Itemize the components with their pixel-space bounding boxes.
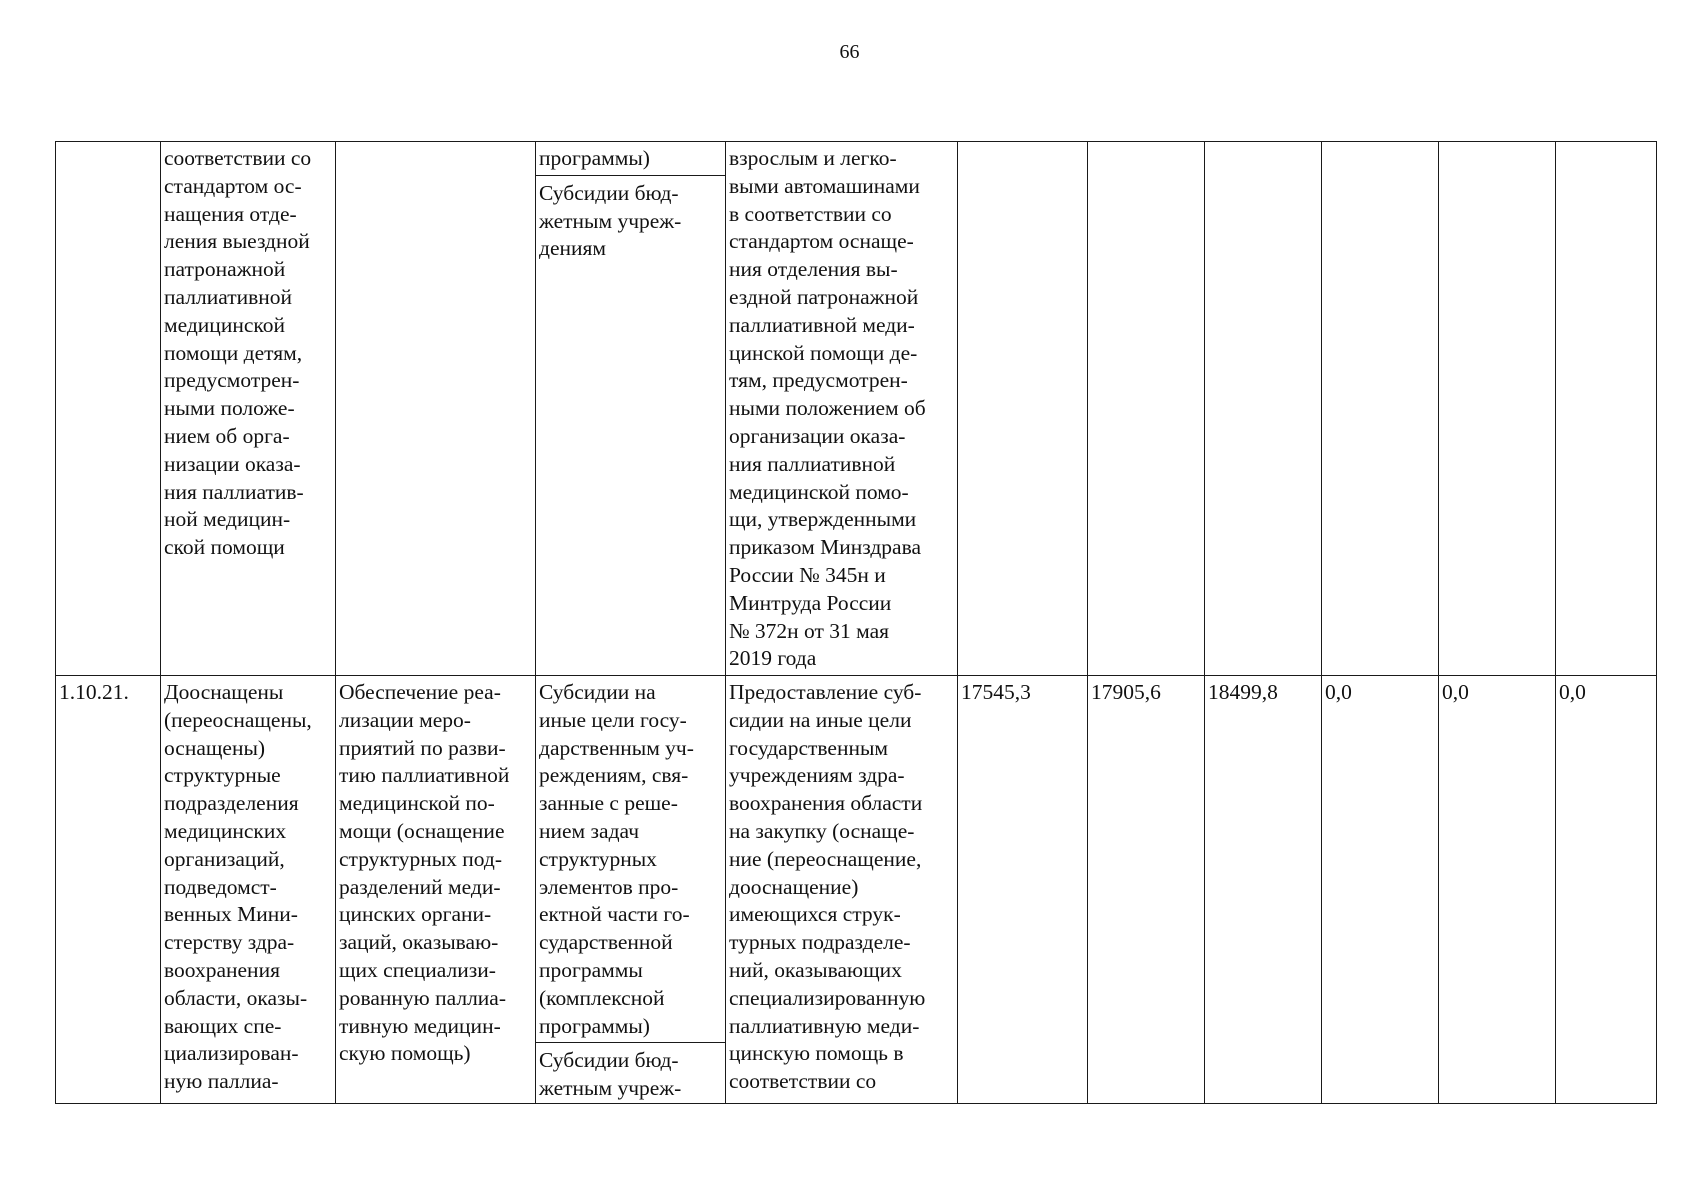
text-line: специализированную [729, 985, 926, 1010]
subsidy-type-second [539, 1043, 722, 1103]
text-line: сидии на иные цели [729, 707, 912, 732]
description-cell [726, 676, 958, 1104]
text-line: подведомст- [164, 874, 277, 899]
value-cell: 17545,3 [958, 676, 1088, 1104]
text-line: Дооснащены [164, 680, 284, 704]
text-line: помощи детям, [164, 340, 303, 365]
text-line: структурных под- [339, 846, 503, 871]
text-line: приказом Минздрава [729, 535, 921, 560]
text-line: воохранения [164, 957, 280, 982]
event-cell [336, 676, 536, 1104]
subsidy-cell [536, 142, 726, 676]
program-table [55, 141, 1657, 1104]
text-line: цинских органи- [339, 902, 492, 927]
text-line: соответствии со [164, 146, 312, 170]
text-line: воохранения области [729, 791, 923, 816]
text-line: разделений меди- [339, 874, 501, 899]
event-cell [336, 142, 536, 676]
text-line: взрослым и легко- [729, 146, 897, 170]
row-number-cell [56, 142, 161, 676]
text-line: ний, оказывающих [729, 957, 902, 982]
text-line: структурных [539, 846, 657, 871]
text-line: медицинской [164, 312, 285, 337]
text-line: реждениям, свя- [539, 763, 689, 788]
text-line: дарственным уч- [539, 735, 694, 760]
text-line: ния отделения вы- [729, 257, 898, 282]
text-line: ными положе- [164, 396, 295, 421]
subsidy-type-second [539, 176, 722, 263]
text-line: вающих спе- [164, 1013, 282, 1038]
text-line: выми автомашинами [729, 173, 920, 198]
text-line: элементов про- [539, 874, 679, 899]
text-line: жетным учреж- [539, 208, 682, 233]
text-line: стандартом ос- [164, 173, 302, 198]
text-line: Обеспечение реа- [339, 680, 501, 704]
page-number: 66 [839, 41, 860, 63]
text-line: рованную паллиа- [339, 985, 507, 1010]
value-cell [958, 142, 1088, 676]
text-line: щи, утвержденными [729, 507, 917, 532]
text-line: патронажной [164, 257, 286, 282]
text-line: (комплексной [539, 985, 665, 1010]
text-line: скую помощь) [339, 1041, 471, 1066]
text-line: подразделения [164, 791, 299, 816]
subsidy-cell [536, 676, 726, 1104]
subsidy-type-first [536, 145, 725, 176]
value-cell [1088, 142, 1205, 676]
text-line: ние (переоснащение, [729, 846, 922, 871]
text-line: дооснащение) [729, 874, 859, 899]
text-line: Предоставление суб- [729, 680, 922, 704]
text-line: стерству здра- [164, 930, 295, 955]
value-cell: 0,0 [1322, 676, 1439, 1104]
text-line: циализирован- [164, 1041, 299, 1066]
text-line: ния паллиатив- [164, 479, 304, 504]
text-line: организаций, [164, 846, 285, 871]
text-line: предусмотрен- [164, 368, 300, 393]
text-line: России № 345н и [729, 562, 886, 587]
text-line: области, оказы- [164, 985, 308, 1010]
text-line: заций, оказываю- [339, 930, 499, 955]
value-cell [1556, 142, 1657, 676]
text-line: соответствии со [729, 1069, 877, 1094]
subsidy-type-first [536, 679, 725, 1043]
value-cell [1322, 142, 1439, 676]
row-number-cell [56, 676, 161, 1104]
text-line: Субсидии на [539, 680, 656, 704]
value-cell: 0,0 [1556, 676, 1657, 1104]
text-line: медицинской по- [339, 791, 495, 816]
result-cell [161, 676, 336, 1104]
text-line: медицинских [164, 818, 287, 843]
value-cell [1205, 142, 1322, 676]
text-line: низации оказа- [164, 451, 301, 476]
value-cell: 0,0 [1439, 676, 1556, 1104]
table-row [56, 676, 1657, 1104]
text-line: цинской помощи де- [729, 340, 918, 365]
text-line: ными положением об [729, 396, 926, 421]
text-line: оснащены) [164, 735, 266, 760]
result-cell [161, 142, 336, 676]
value-cell: 18499,8 [1205, 676, 1322, 1104]
text-line: турных подразделе- [729, 930, 911, 955]
text-line: лизации меро- [339, 707, 471, 732]
value-cell [1439, 142, 1556, 676]
text-line: ездной патронажной [729, 284, 919, 309]
text-line: ления выездной [164, 229, 310, 254]
table-row [56, 142, 1657, 676]
text-line: на закупку (оснаще- [729, 818, 915, 843]
text-line: (переоснащены, [164, 707, 312, 732]
text-line: тивную медицин- [339, 1013, 501, 1038]
text-line: нащения отде- [164, 201, 297, 226]
text-line: Субсидии бюд- [539, 1048, 679, 1073]
description-cell [726, 142, 958, 676]
text-line: организации оказа- [729, 423, 906, 448]
text-line: жетным учреж- [539, 1076, 682, 1101]
text-line: программы) [539, 1013, 650, 1038]
text-line: мощи (оснащение [339, 818, 505, 843]
text-line: приятий по разви- [339, 735, 506, 760]
text-line: № 372н от 31 мая [729, 618, 890, 643]
text-line: медицинской помо- [729, 479, 909, 504]
text-line: занные с реше- [539, 791, 678, 816]
text-line: ния паллиативной [729, 451, 896, 476]
text-line: тям, предусмотрен- [729, 368, 908, 393]
text-line: ектной части го- [539, 902, 690, 927]
text-line: паллиативной меди- [729, 312, 915, 337]
text-line: стандартом оснаще- [729, 229, 914, 254]
text-line: программы [539, 957, 643, 982]
text-line: венных Мини- [164, 902, 298, 927]
text-line: имеющихся струк- [729, 902, 901, 927]
text-line: иные цели госу- [539, 707, 687, 732]
text-line: государственным [729, 735, 889, 760]
text-line: щих специализи- [339, 957, 496, 982]
text-line: дениям [539, 236, 606, 261]
text-line: Минтруда России [729, 590, 892, 615]
text-line: 2019 года [729, 646, 817, 671]
text-line: нием задач [539, 818, 640, 843]
text-line: цинскую помощь в [729, 1041, 904, 1066]
text-line: паллиативной [164, 284, 293, 309]
row-number: 1.10.21. [59, 680, 129, 704]
text-line: паллиативную меди- [729, 1013, 920, 1038]
text-line: ной медицин- [164, 507, 291, 532]
text-line: программы) [539, 146, 650, 170]
text-line: Субсидии бюд- [539, 180, 679, 205]
text-line: учреждениям здра- [729, 763, 905, 788]
value-cell: 17905,6 [1088, 676, 1205, 1104]
text-line: ской помощи [164, 535, 285, 560]
text-line: ную паллиа- [164, 1069, 279, 1094]
text-line: нием об орга- [164, 423, 290, 448]
text-line: в соответствии со [729, 201, 892, 226]
text-line: тию паллиативной [339, 763, 510, 788]
text-line: структурные [164, 763, 281, 788]
text-line: сударственной [539, 930, 673, 955]
